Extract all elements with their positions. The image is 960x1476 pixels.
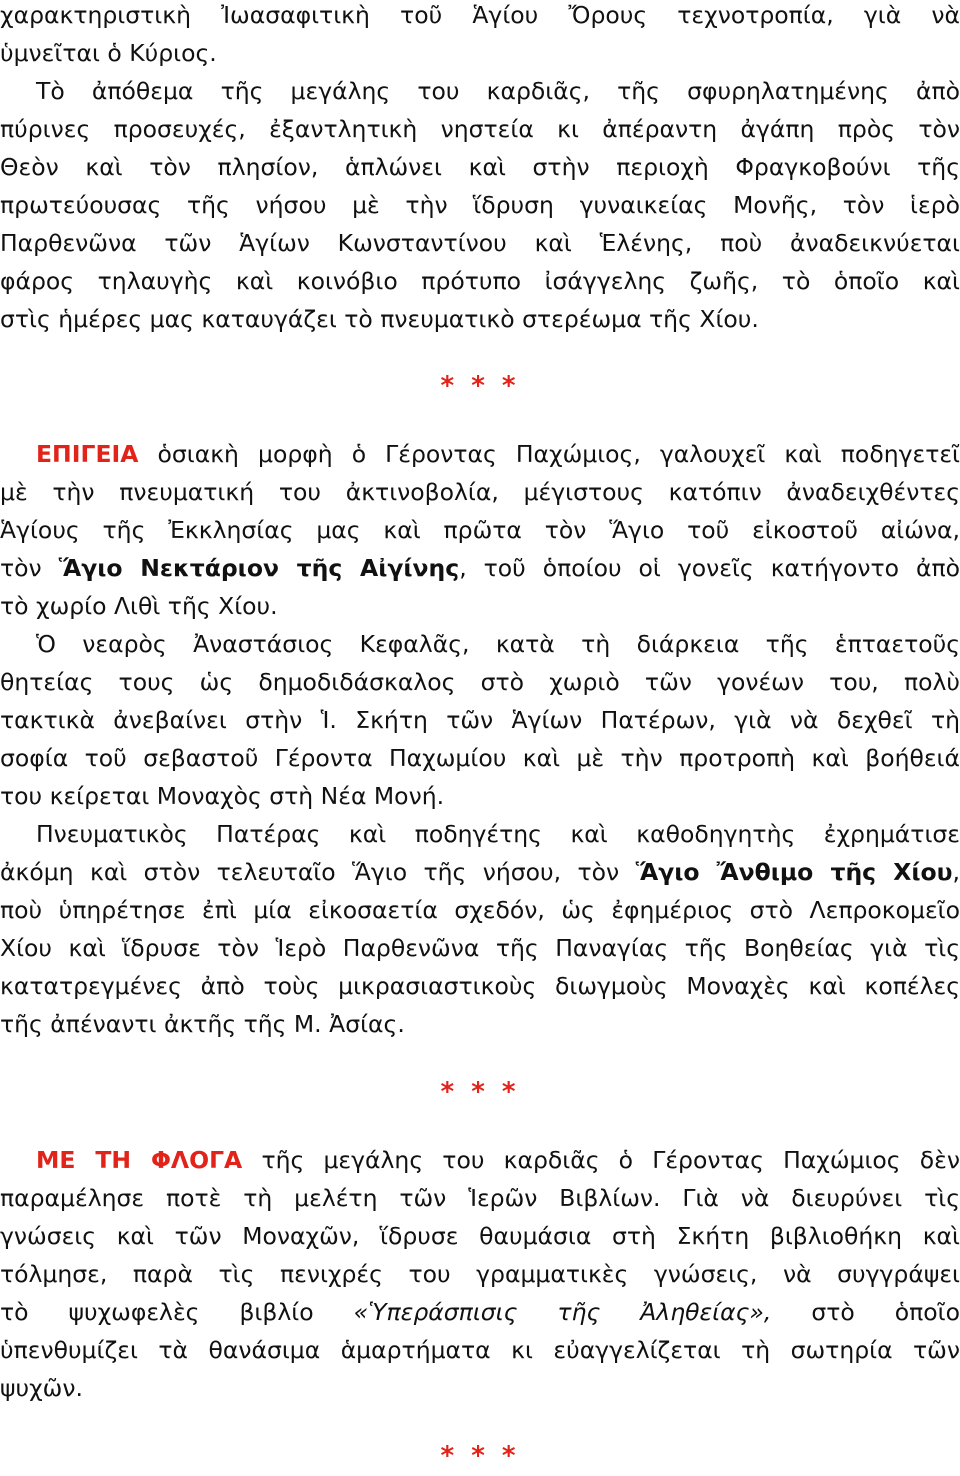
text-line: παραμέλησε ποτὲ τὴ μελέτη τῶν Ἱερῶν Βιβλίων. Γιὰ νὰ διευρύνει τὶς (0, 1184, 960, 1212)
book-title: «Ὑπεράσπισις τῆς Ἀληθείας», (353, 1298, 772, 1326)
section-separator: * * * (440, 371, 520, 401)
text-line (0, 1292, 960, 1332)
text-span: , (952, 858, 960, 886)
saint-name-nektarios: Ἅγιο Νεκτάριον τῆς Αἰγίνης (58, 554, 460, 582)
text-line: γνώσεις καὶ τῶν Μοναχῶν, ἵδρυσε θαυμάσια στὴ Σκήτη βιβλιοθήκη καὶ (0, 1222, 960, 1250)
text-line: ὑμνεῖται ὁ Κύριος. (0, 39, 217, 67)
text-line: Ὁ νεαρὸς Ἀναστάσιος Κεφαλᾶς, κατὰ τὴ διάρκεια τῆς ἑπταετοῦς (36, 630, 960, 658)
text-line: τακτικὰ ἀνεβαίνει στὴν Ἱ. Σκήτη τῶν Ἁγίων Πατέρων, γιὰ νὰ δεχθεῖ τὴ (0, 706, 960, 734)
section-separator: * * * (440, 1441, 520, 1471)
text-line (36, 1140, 960, 1180)
text-line: σοφία τοῦ σεβαστοῦ Γέροντα Παχωμίου καὶ μὲ τὴν προτροπὴ καὶ βοήθειά (0, 744, 960, 772)
text-span: ὁσιακὴ μορφὴ ὁ Γέροντας Παχώμιος, γαλουχεῖ καὶ ποδηγετεῖ (138, 440, 960, 468)
text-line: Τὸ ἀπόθεμα τῆς μεγάλης του καρδιᾶς, τῆς σφυρηλατημένης ἀπὸ (36, 77, 960, 105)
text-line: πύρινες προσευχές, ἐξαντλητικὴ νηστεία κι ἀπέραντη ἀγάπη πρὸς τὸν (0, 115, 960, 143)
text-span: ἀκόμη καὶ στὸν τελευταῖο Ἅγιο τῆς νήσου, τὸν (0, 858, 636, 886)
section-heading-epigeia: ΕΠΙΓΕΙΑ (36, 440, 139, 468)
text-line (0, 548, 960, 588)
text-line: θητείας τους ὡς δημοδιδάσκαλος στὸ χωριὸ τῶν γονέων του, πολὺ (0, 668, 960, 696)
text-span: στὸ ὁποῖο (771, 1298, 960, 1326)
text-line: πρωτεύουσας τῆς νήσου μὲ τὴν ἵδρυση γυναικείας Μονῆς, τὸν ἱερὸ (0, 191, 960, 219)
text-span: τῆς μεγάλης του καρδιᾶς ὁ Γέροντας Παχώμιος δὲν (242, 1146, 960, 1174)
text-line: κατατρεγμένες ἀπὸ τοὺς μικρασιαστικοὺς διωγμοὺς Μοναχὲς καὶ κοπέλες (0, 972, 960, 1000)
text-line: του κείρεται Μοναχὸς στὴ Νέα Μονή. (0, 782, 445, 810)
text-line: στὶς ἡμέρες μας καταυγάζει τὸ πνευματικὸ στερέωμα τῆς Χίου. (0, 305, 759, 333)
text-line: Θεὸν καὶ τὸν πλησίον, ἁπλώνει καὶ στὴν περιοχὴ Φραγκοβούνι τῆς (0, 153, 960, 181)
text-line (36, 434, 960, 474)
text-line: τὸ χωρίο Λιθὶ τῆς Χίου. (0, 592, 278, 620)
section-separator: * * * (440, 1077, 520, 1107)
text-line (0, 852, 960, 892)
text-span: τὸ ψυχωφελὲς βιβλίο (0, 1298, 354, 1326)
section-heading-flogа: ΜΕ ΤΗ ΦΛΟΓΑ (36, 1146, 243, 1174)
text-line: φάρος τηλαυγὴς καὶ κοινόβιο πρότυπο ἰσάγγελης ζωῆς, τὸ ὁποῖο καὶ (0, 267, 960, 295)
text-line: Παρθενῶνα τῶν Ἁγίων Κωνσταντίνου καὶ Ἑλένης, ποὺ ἀναδεικνύεται (0, 229, 960, 257)
text-line: μὲ τὴν πνευματική του ἀκτινοβολία, μέγιστους κατόπιν ἀναδειχθέντες (0, 478, 960, 506)
text-span: , τοῦ ὁποίου οἱ γονεῖς κατήγοντο ἀπὸ (459, 554, 960, 582)
text-line: τῆς ἀπέναντι ἀκτῆς τῆς Μ. Ἀσίας. (0, 1010, 405, 1038)
text-line: ψυχῶν. (0, 1374, 83, 1402)
text-line: χαρακτηριστικὴ Ἰωασαφιτικὴ τοῦ Ἁγίου Ὄρους τεχνοτροπία, γιὰ νὰ (0, 1, 960, 29)
text-span: τὸν (0, 554, 59, 582)
text-line: Χίου καὶ ἵδρυσε τὸν Ἱερὸ Παρθενῶνα τῆς Παναγίας τῆς Βοηθείας γιὰ τὶς (0, 934, 960, 962)
text-line: τόλμησε, παρὰ τὶς πενιχρές του γραμματικὲς γνώσεις, νὰ συγγράψει (0, 1260, 960, 1288)
text-line: ὑπενθυμίζει τὰ θανάσιμα ἁμαρτήματα κι εὐαγγελίζεται τὴ σωτηρία τῶν (0, 1336, 960, 1364)
saint-name-anthimos: Ἅγιο Ἄνθιμο τῆς Χίου (635, 858, 953, 886)
text-line: Ἁγίους τῆς Ἐκκλησίας μας καὶ πρῶτα τὸν Ἅγιο τοῦ εἰκοστοῦ αἰώνα, (0, 516, 960, 544)
text-line: Πνευματικὸς Πατέρας καὶ ποδηγέτης καὶ καθοδηγητὴς ἐχρημάτισε (36, 820, 960, 848)
text-line: ποὺ ὑπηρέτησε ἐπὶ μία εἰκοσαετία σχεδόν, ὡς ἐφημέριος στὸ Λεπροκομεῖο (0, 896, 960, 924)
